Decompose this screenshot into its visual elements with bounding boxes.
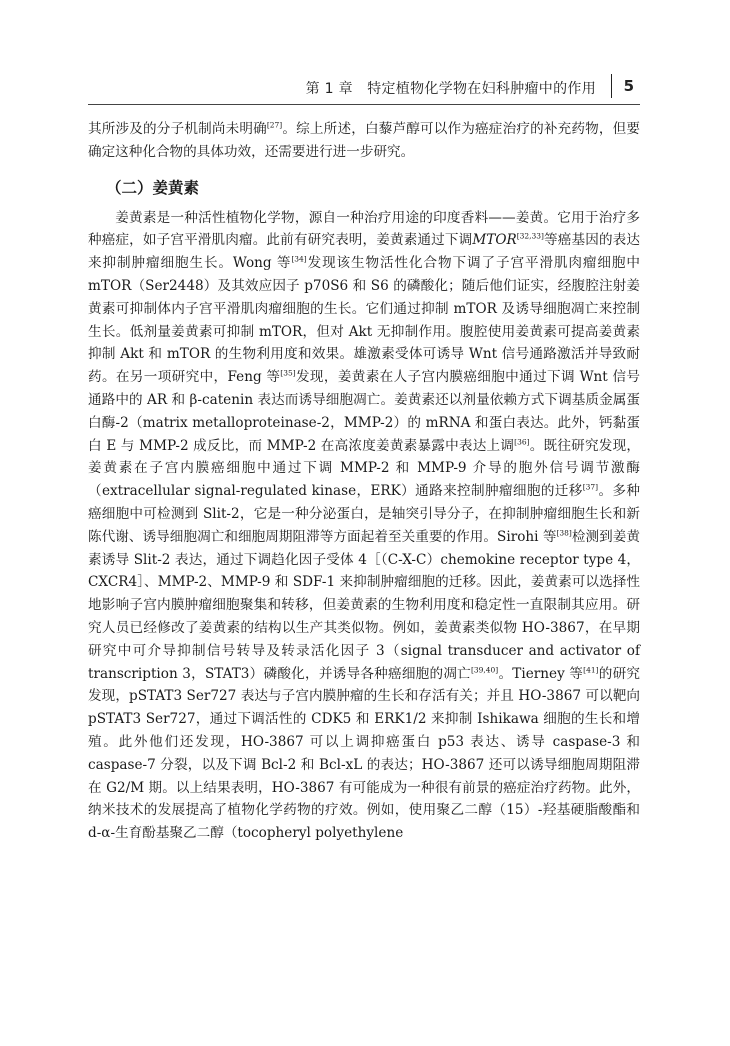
text-segment: 检测到姜黄素诱导 Slit-2 表达，通过下调趋化因子受体 4［（C-X-C）chemokine receptor type 4，CXCR4］、MMP-2、MMP-9 和 SDF-1 来抑制肿瘤细胞的迁移。因此，姜黄素可以选择性地影响子宫内膜肿瘤细胞聚集和转移，但姜黄素的生物利用度和稳定性一直限制其应用。研究人员已经修改了姜黄素的结构以生产其类似物。例如，姜黄素类似物 HO-3867，在早期研究中可介导抑制信号转导及转录活化因子 3（signal transducer and activator of transcription 3，STAT3）磷酸化，并诱导各种癌细胞的凋亡 [88, 528, 641, 682]
section-heading: （二）姜黄素 [106, 178, 200, 197]
text-segment: 发现该生物活性化合物下调了子宫平滑肌肉瘤细胞中 mTOR（Ser2448）及其效应因子 p70S6 和 S6 的磷酸化；随后他们证实，经腹腔注射姜黄素可抑制体内子宫平滑肌肉瘤细胞的生长。它们通过抑制 mTOR 及诱导细胞凋亡来控制生长。低剂量姜黄素可抑制 mTOR，但对 Akt 无抑制作用。腹腔使用姜黄素可提高姜黄素抑制 Akt 和 mTOR 的生物利用度和效果。雄激素受体可诱导 Wnt 信号通路激活并导致耐药。在另一项研究中，Feng 等 [88, 255, 640, 386]
text-segment: 的研究发现，pSTAT3 Ser727 表达与子宫内膜肿瘤的生长和存活有关；并且 HO-3867 可以靶向 pSTAT3 Ser727，通过下调活性的 CDK5 和 ERK1/2 来抑制 Ishikawa 细胞的生长和增殖。此外他们还发现，HO-3867 可以上调抑癌蛋白 p53 表达、诱导 caspase-3 和 caspase-7 分裂，以及下调 Bcl-2 和 Bcl-xL 的表达；HO-3867 还可以诱导细胞周期阻滞在 G2/M 期。以上结果表明，HO-3867 有可能成为一种很有前景的癌症治疗药物。此外，纳米技术的发展提高了植物化学药物的疗效。例如，使用聚乙二醇（15）-羟基硬脂酸酯和 d-α-生育酚基聚乙二醇（tocopheryl polyethylene [88, 665, 641, 842]
running-header [88, 76, 640, 102]
citation: [37] [582, 482, 599, 492]
text-segment: 。多种癌细胞中可检测到 Slit-2，它是一种分泌蛋白，是轴突引导分子，在抑制肿瘤细胞生长和新陈代谢、诱导细胞凋亡和细胞周期阻滞等方面起着至关重要的作用。Sirohi 等 [88, 483, 640, 545]
gene-symbol: MTOR [472, 232, 517, 249]
citation: [38] [556, 528, 572, 538]
header-rule [88, 104, 640, 105]
citation: [27] [266, 120, 283, 130]
citation: [32,33] [516, 231, 544, 241]
body-paragraph [88, 207, 640, 845]
text-segment: 。Tierney 等 [498, 665, 584, 682]
text-segment: 。综上所述，白藜芦醇可以作为癌症治疗的补充药物，但要确定这种化合物的具体功效，还需要进行进一步研究。 [88, 121, 641, 160]
citation: [39,40] [471, 665, 499, 674]
page-number: 5 [623, 77, 634, 95]
text-segment: 等癌基因的表达来抑制肿瘤细胞生长。Wong 等 [88, 232, 641, 272]
intro-paragraph [88, 118, 640, 164]
text-segment: 。既往研究发现，姜黄素在子宫内膜癌细胞中通过下调 MMP-2 和 MMP-9 介导的胞外信号调节激酶（extracellular signal-regulated kinase，ERK）通路来控制肿瘤细胞的迁移 [88, 437, 640, 500]
page-body [88, 118, 640, 845]
text-segment: 姜黄素是一种活性植物化学物，源自一种治疗用途的印度香料——姜黄。它用于治疗多种癌症，如子宫平滑肌肉瘤。此前有研究表明，姜黄素通过下调 [88, 209, 640, 249]
citation: [36] [514, 437, 530, 447]
text-segment: 其所涉及的分子机制尚未明确 [88, 121, 267, 137]
text-segment: 发现，姜黄素在人子宫内膜癌细胞中通过下调 Wnt 信号通路中的 AR 和 β-catenin 表达而诱导细胞凋亡。姜黄素还以剂量依赖方式下调基质金属蛋白酶-2（matrix metalloproteinase-2，MMP-2）的 mRNA 和蛋白表达。此外，钙黏蛋白 E 与 MMP-2 成反比，而 MMP-2 在高浓度姜黄素暴露中表达上调 [88, 369, 640, 454]
citation: [34] [291, 254, 307, 264]
citation: [41] [583, 665, 599, 674]
citation: [35] [280, 368, 296, 378]
chapter-title: 第 1 章 特定植物化学物在妇科肿瘤中的作用 [305, 81, 596, 97]
header-separator [611, 74, 612, 98]
